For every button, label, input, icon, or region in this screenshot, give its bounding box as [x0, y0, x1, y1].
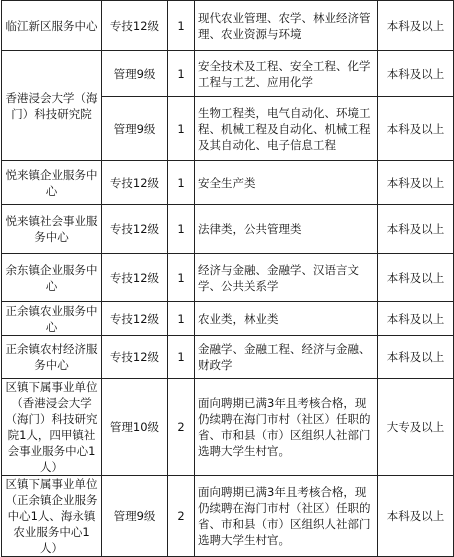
education-cell: 本科及以上 [378, 302, 454, 336]
count-cell: 1 [168, 161, 195, 205]
grade-cell: 专技12级 [102, 254, 168, 302]
grade-cell: 管理9级 [102, 476, 168, 557]
grade-cell: 管理9级 [102, 51, 168, 97]
education-cell: 本科及以上 [378, 97, 454, 161]
major-cell: 法律类，公共管理类 [195, 205, 378, 254]
education-cell: 本科及以上 [378, 51, 454, 97]
major-cell: 农业类，林业类 [195, 302, 378, 336]
table-row [2, 51, 454, 97]
count-cell: 1 [168, 336, 195, 379]
unit-cell: 香港浸会大学（海门）科技研究院 [2, 51, 102, 161]
recruitment-table [1, 0, 454, 557]
education-cell: 本科及以上 [378, 205, 454, 254]
table-row [2, 302, 454, 336]
education-cell: 本科及以上 [378, 254, 454, 302]
grade-cell: 专技12级 [102, 161, 168, 205]
unit-cell: 悦来镇社会事业服务中心 [2, 205, 102, 254]
grade-cell: 管理10级 [102, 379, 168, 476]
unit-cell: 悦来镇企业服务中心 [2, 161, 102, 205]
table-row [2, 161, 454, 205]
grade-cell: 专技12级 [102, 1, 168, 51]
table-row [2, 254, 454, 302]
table-row [2, 379, 454, 476]
education-cell: 本科及以上 [378, 1, 454, 51]
education-cell: 本科及以上 [378, 476, 454, 557]
major-cell: 安全生产类 [195, 161, 378, 205]
major-cell: 生物工程类，电气自动化、环境工程、机械工程及自动化、机械工程及其自动化、电子信息工程 [195, 97, 378, 161]
major-cell: 面向聘期已满3年且考核合格，现仍续聘在海门市村（社区）任职的省、市和县（市）区组织人社部门选聘大学生村官。 [195, 476, 378, 557]
unit-cell: 区镇下属事业单位（正余镇企业服务中心1人、海永镇农业服务中心1人） [2, 476, 102, 557]
table-row [2, 205, 454, 254]
unit-cell: 正余镇农业服务中心 [2, 302, 102, 336]
count-cell: 1 [168, 205, 195, 254]
major-cell: 经济与金融、金融学、汉语言文学、公共关系学 [195, 254, 378, 302]
grade-cell: 管理9级 [102, 97, 168, 161]
table-row [2, 476, 454, 557]
unit-cell: 区镇下属事业单位（香港浸会大学（海门）科技研究院1人，四甲镇社会事业服务中心1人） [2, 379, 102, 476]
count-cell: 1 [168, 51, 195, 97]
count-cell: 2 [168, 476, 195, 557]
count-cell: 2 [168, 379, 195, 476]
education-cell: 大专及以上 [378, 379, 454, 476]
major-cell: 现代农业管理、农学、林业经济管理、农业资源与环境 [195, 1, 378, 51]
count-cell: 1 [168, 302, 195, 336]
education-cell: 本科及以上 [378, 336, 454, 379]
count-cell: 1 [168, 1, 195, 51]
unit-cell: 临江新区服务中心 [2, 1, 102, 51]
unit-cell: 正余镇农村经济服务中心 [2, 336, 102, 379]
grade-cell: 专技12级 [102, 336, 168, 379]
count-cell: 1 [168, 254, 195, 302]
unit-cell: 余东镇企业服务中心 [2, 254, 102, 302]
table-row [2, 1, 454, 51]
count-cell: 1 [168, 97, 195, 161]
major-cell: 面向聘期已满3年且考核合格，现仍续聘在海门市村（社区）任职的省、市和县（市）区组织人社部门选聘大学生村官。 [195, 379, 378, 476]
table-row [2, 336, 454, 379]
education-cell: 本科及以上 [378, 161, 454, 205]
grade-cell: 专技12级 [102, 205, 168, 254]
major-cell: 安全技术及工程、安全工程、化学工程与工艺、应用化学 [195, 51, 378, 97]
grade-cell: 专技12级 [102, 302, 168, 336]
major-cell: 金融学、金融工程、经济与金融、财政学 [195, 336, 378, 379]
